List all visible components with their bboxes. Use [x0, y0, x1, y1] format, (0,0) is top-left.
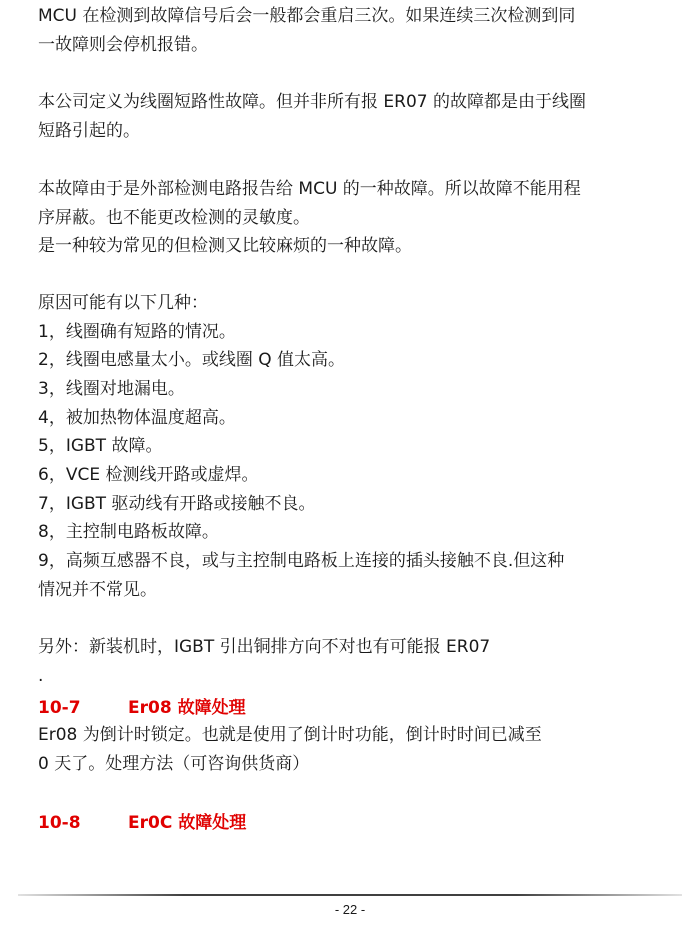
section-heading-10-7	[38, 694, 246, 722]
page-number: - 22 -	[334, 902, 366, 917]
cause-item: 情况并不常见。	[38, 580, 157, 600]
causes-intro: 原因可能有以下几种：	[38, 293, 208, 313]
cause-item: 5，IGBT 故障。	[38, 436, 163, 456]
paragraph-line: 一故障则会停机报错。	[38, 35, 208, 55]
stray-dot: .	[38, 666, 44, 686]
paragraph-line: 序屏蔽。也不能更改检测的灵敏度。	[38, 208, 310, 228]
cause-item: 4，被加热物体温度超高。	[38, 408, 236, 428]
section-title: Er08 故障处理	[128, 698, 246, 718]
section-number: 10-7	[38, 698, 81, 718]
section-heading-10-8	[38, 809, 246, 837]
paragraph-line: 本故障由于是外部检测电路报告给 MCU 的一种故障。所以故障不能用程	[38, 179, 581, 199]
cause-item: 1，线圈确有短路的情况。	[38, 322, 236, 342]
cause-item: 6，VCE 检测线开路或虚焊。	[38, 465, 259, 485]
cause-item: 9，高频互感器不良，或与主控制电路板上连接的插头接触不良.但这种	[38, 551, 565, 571]
extra-note: 另外：新装机时，IGBT 引出铜排方向不对也有可能报 ER07	[38, 637, 491, 657]
cause-item: 8，主控制电路板故障。	[38, 522, 219, 542]
section-title: Er0C 故障处理	[128, 813, 247, 833]
footer-divider	[18, 894, 682, 896]
section-body-line: Er08 为倒计时锁定。也就是使用了倒计时功能，倒计时时间已减至	[38, 725, 542, 745]
paragraph-line: 短路引起的。	[38, 121, 140, 141]
paragraph-line: MCU 在检测到故障信号后会一般都会重启三次。如果连续三次检测到同	[38, 6, 576, 26]
cause-item: 2，线圈电感量太小。或线圈 Q 值太高。	[38, 350, 346, 370]
section-number: 10-8	[38, 813, 81, 833]
paragraph-line: 是一种较为常见的但检测又比较麻烦的一种故障。	[38, 236, 412, 256]
cause-item: 3，线圈对地漏电。	[38, 379, 185, 399]
cause-item: 7，IGBT 驱动线有开路或接触不良。	[38, 494, 316, 514]
paragraph-line: 本公司定义为线圈短路性故障。但并非所有报 ER07 的故障都是由于线圈	[38, 92, 586, 112]
section-body-line: 0 天了。处理方法（可咨询供货商）	[38, 754, 310, 774]
